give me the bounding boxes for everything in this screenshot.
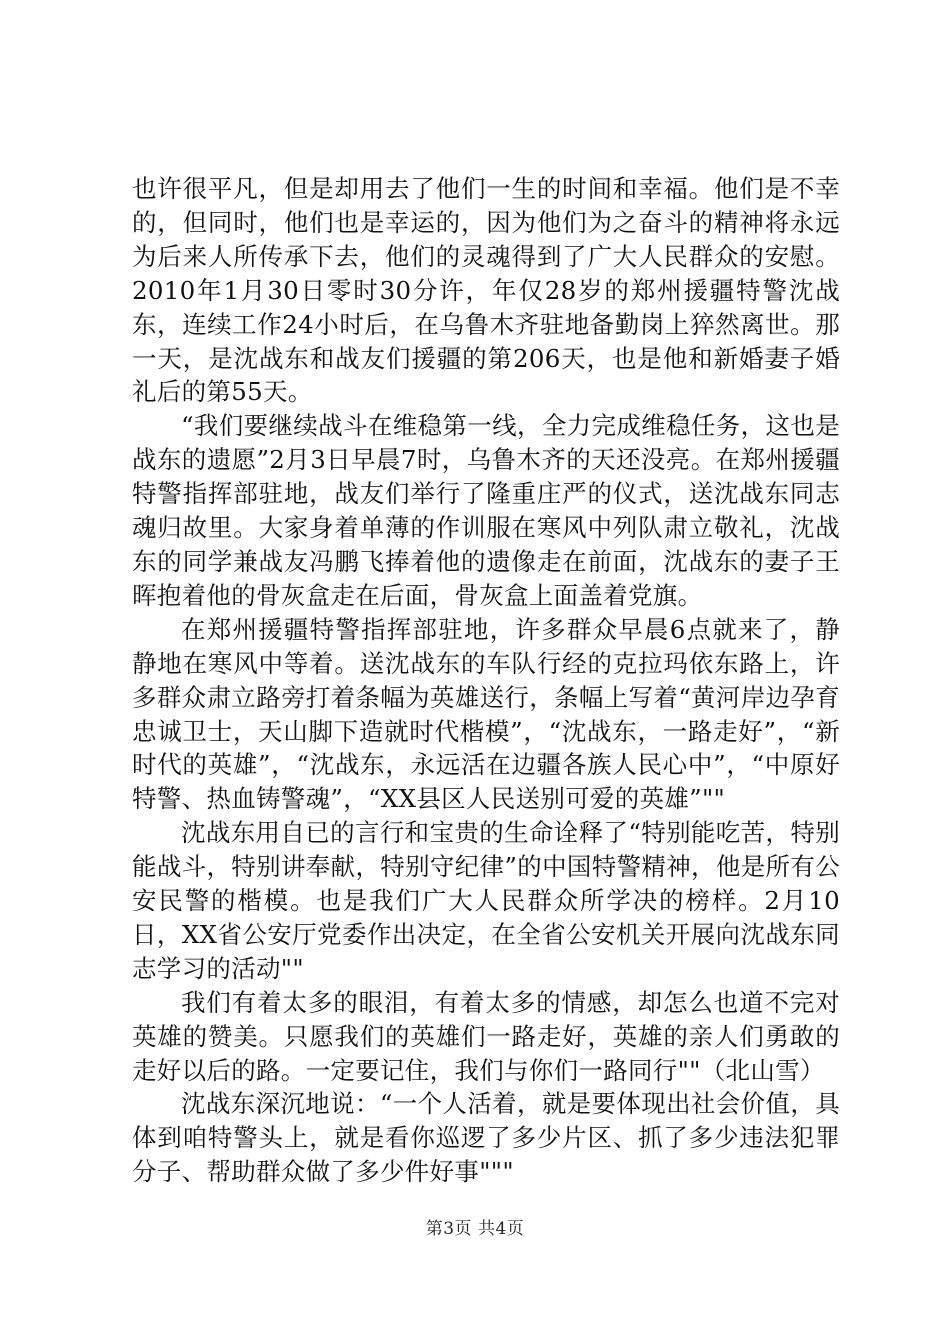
- page-footer: 第3页 共4页: [425, 1219, 525, 1239]
- paragraph-1: 也许很平凡，但是却用去了他们一生的时间和幸福。他们是不幸的，但同时，他们也是幸运的，因为他们为之奋斗的精神将永远为后来人所传承下去，他们的灵魂得到了广大人民群众的安慰。2010年1月30日零时30分许，年仅28岁的郑州援疆特警沈战东，连续工作24小时后，在乌鲁木齐驻地备勤岗上猝然离世。那一天，是沈战东和战友们援疆的第206天，也是他和新婚妻子婚礼后的第55天。: [132, 174, 840, 407]
- paragraph-3: 在郑州援疆特警指挥部驻地，许多群众早晨6点就来了，静静地在寒风中等着。送沈战东的车队行经的克拉玛依东路上，许多群众肃立路旁打着条幅为英雄送行，条幅上写着“黄河岸边孕育忠诚卫士，天山脚下造就时代楷模”，“沈战东，一路走好”，“新时代的英雄”，“沈战东，永远活在边疆各族人民心中”，“中原好特警、热血铸警魂”，“XX县区人民送别可爱的英雄”"": [132, 614, 840, 814]
- paragraph-5: 我们有着太多的眼泪，有着太多的情感，却怎么也道不完对英雄的赞美。只愿我们的英雄们一路走好，英雄的亲人们勇敢的走好以后的路。一定要记住，我们与你们一路同行""（北山雪）: [132, 987, 840, 1085]
- paragraph-2: “我们要继续战斗在维稳第一线，全力完成维稳任务，这也是战东的遗愿”2月3日早晨7时，乌鲁木齐的天还没亮。在郑州援疆特警指挥部驻地，战友们举行了隆重庄严的仪式，送沈战东同志魂归故里。大家身着单薄的作训服在寒风中列队肃立敬礼，沈战东的同学兼战友冯鹏飞捧着他的遗像走在前面，沈战东的妻子王晖抱着他的骨灰盒走在后面，骨灰盒上面盖着党旗。: [132, 411, 840, 610]
- paragraph-6: 沈战东深沉地说：“一个人活着，就是要体现出社会价值，具体到咱特警头上，就是看你巡逻了多少片区、抓了多少违法犯罪分子、帮助群众做了多少件好事""": [132, 1089, 840, 1187]
- paragraph-4: 沈战东用自已的言行和宝贵的生命诠释了“特别能吃苦，特别能战斗，特别讲奉献，特别守纪律”的中国特警精神，他是所有公安民警的楷模。也是我们广大人民群众所学决的榜样。2月10日，XX省公安厅党委作出决定，在全省公安机关开展向沈战东同志学习的活动"": [132, 818, 840, 983]
- document-body: [132, 172, 840, 1189]
